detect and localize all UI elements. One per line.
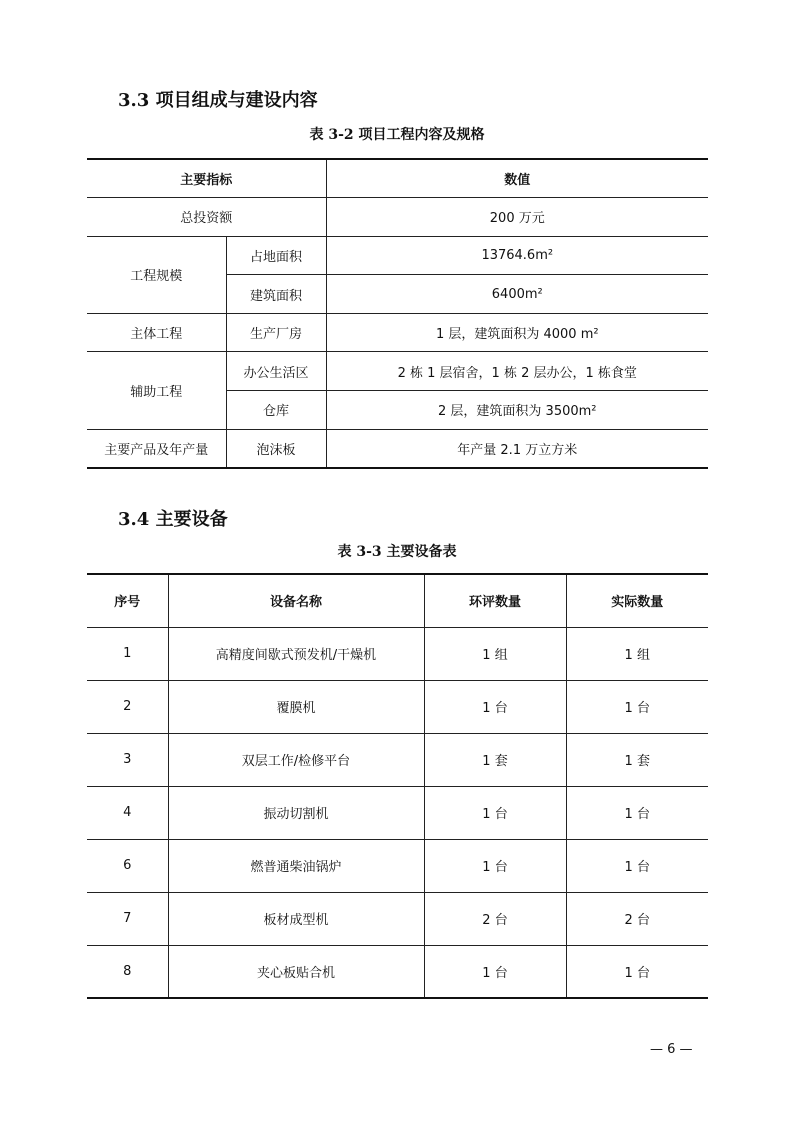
eia-quantity-cell: 1 组 <box>424 627 566 680</box>
actual-quantity-cell: 1 组 <box>566 627 708 680</box>
serial-cell: 1 <box>87 627 168 680</box>
eia-quantity-cell: 1 套 <box>424 733 566 786</box>
scale-label: 工程规模 <box>87 236 226 313</box>
table-row <box>87 680 708 733</box>
equipment-table <box>87 573 708 999</box>
serial-cell: 6 <box>87 839 168 892</box>
page-number: — 6 — <box>650 1042 693 1057</box>
table-row <box>87 892 708 945</box>
table-row <box>87 313 708 352</box>
product-label: 主要产品及年产量 <box>87 429 226 468</box>
eia-quantity-cell: 2 台 <box>424 892 566 945</box>
equipment-name-cell: 覆膜机 <box>168 680 424 733</box>
actual-quantity-cell: 1 台 <box>566 839 708 892</box>
land-area-label: 占地面积 <box>226 236 326 275</box>
header-indicator: 主要指标 <box>87 159 326 198</box>
investment-value: 200 万元 <box>326 198 708 237</box>
actual-quantity-cell: 1 套 <box>566 733 708 786</box>
building-area-label: 建筑面积 <box>226 275 326 314</box>
table-row <box>87 429 708 468</box>
table-row <box>87 786 708 839</box>
equipment-name-cell: 双层工作/检修平台 <box>168 733 424 786</box>
aux-works-label: 辅助工程 <box>87 352 226 429</box>
header-serial: 序号 <box>87 574 168 627</box>
header-eia-quantity: 环评数量 <box>424 574 566 627</box>
actual-quantity-cell: 1 台 <box>566 680 708 733</box>
table-row <box>87 352 708 391</box>
office-area-value: 2 栋 1 层宿舍，1 栋 2 层办公，1 栋食堂 <box>326 352 708 391</box>
equipment-name-cell: 板材成型机 <box>168 892 424 945</box>
serial-cell: 2 <box>87 680 168 733</box>
header-actual-quantity: 实际数量 <box>566 574 708 627</box>
actual-quantity-cell: 2 台 <box>566 892 708 945</box>
serial-cell: 7 <box>87 892 168 945</box>
table-row <box>87 839 708 892</box>
table-caption-3-3: 表 3-3 主要设备表 <box>337 544 457 560</box>
product-value: 年产量 2.1 万立方米 <box>326 429 708 468</box>
equipment-name-cell: 夹心板贴合机 <box>168 945 424 998</box>
table-row <box>87 198 708 237</box>
table-header-row <box>87 159 708 198</box>
header-equipment-name: 设备名称 <box>168 574 424 627</box>
equipment-name-cell: 高精度间歇式预发机/干燥机 <box>168 627 424 680</box>
section-heading-3-3: 3.3 项目组成与建设内容 <box>118 90 318 111</box>
office-area-label: 办公生活区 <box>226 352 326 391</box>
eia-quantity-cell: 1 台 <box>424 786 566 839</box>
actual-quantity-cell: 1 台 <box>566 945 708 998</box>
section-heading-3-4: 3.4 主要设备 <box>118 509 228 530</box>
investment-label: 总投资额 <box>87 198 326 237</box>
eia-quantity-cell: 1 台 <box>424 945 566 998</box>
table-row <box>87 236 708 275</box>
building-area-value: 6400m² <box>326 275 708 314</box>
product-sub: 泡沫板 <box>226 429 326 468</box>
table-row <box>87 627 708 680</box>
serial-cell: 8 <box>87 945 168 998</box>
serial-cell: 3 <box>87 733 168 786</box>
eia-quantity-cell: 1 台 <box>424 680 566 733</box>
table-row <box>87 733 708 786</box>
table-caption-3-2: 表 3-2 项目工程内容及规格 <box>309 127 485 143</box>
equipment-name-cell: 燃普通柴油锅炉 <box>168 839 424 892</box>
table-header-row <box>87 574 708 627</box>
project-content-table <box>87 158 708 469</box>
land-area-value: 13764.6m² <box>326 236 708 275</box>
warehouse-value: 2 层，建筑面积为 3500m² <box>326 391 708 430</box>
main-works-sub: 生产厂房 <box>226 313 326 352</box>
main-works-label: 主体工程 <box>87 313 226 352</box>
table-row <box>87 945 708 998</box>
warehouse-label: 仓库 <box>226 391 326 430</box>
serial-cell: 4 <box>87 786 168 839</box>
eia-quantity-cell: 1 台 <box>424 839 566 892</box>
header-value: 数值 <box>326 159 708 198</box>
actual-quantity-cell: 1 台 <box>566 786 708 839</box>
equipment-name-cell: 振动切割机 <box>168 786 424 839</box>
main-works-value: 1 层，建筑面积为 4000 m² <box>326 313 708 352</box>
